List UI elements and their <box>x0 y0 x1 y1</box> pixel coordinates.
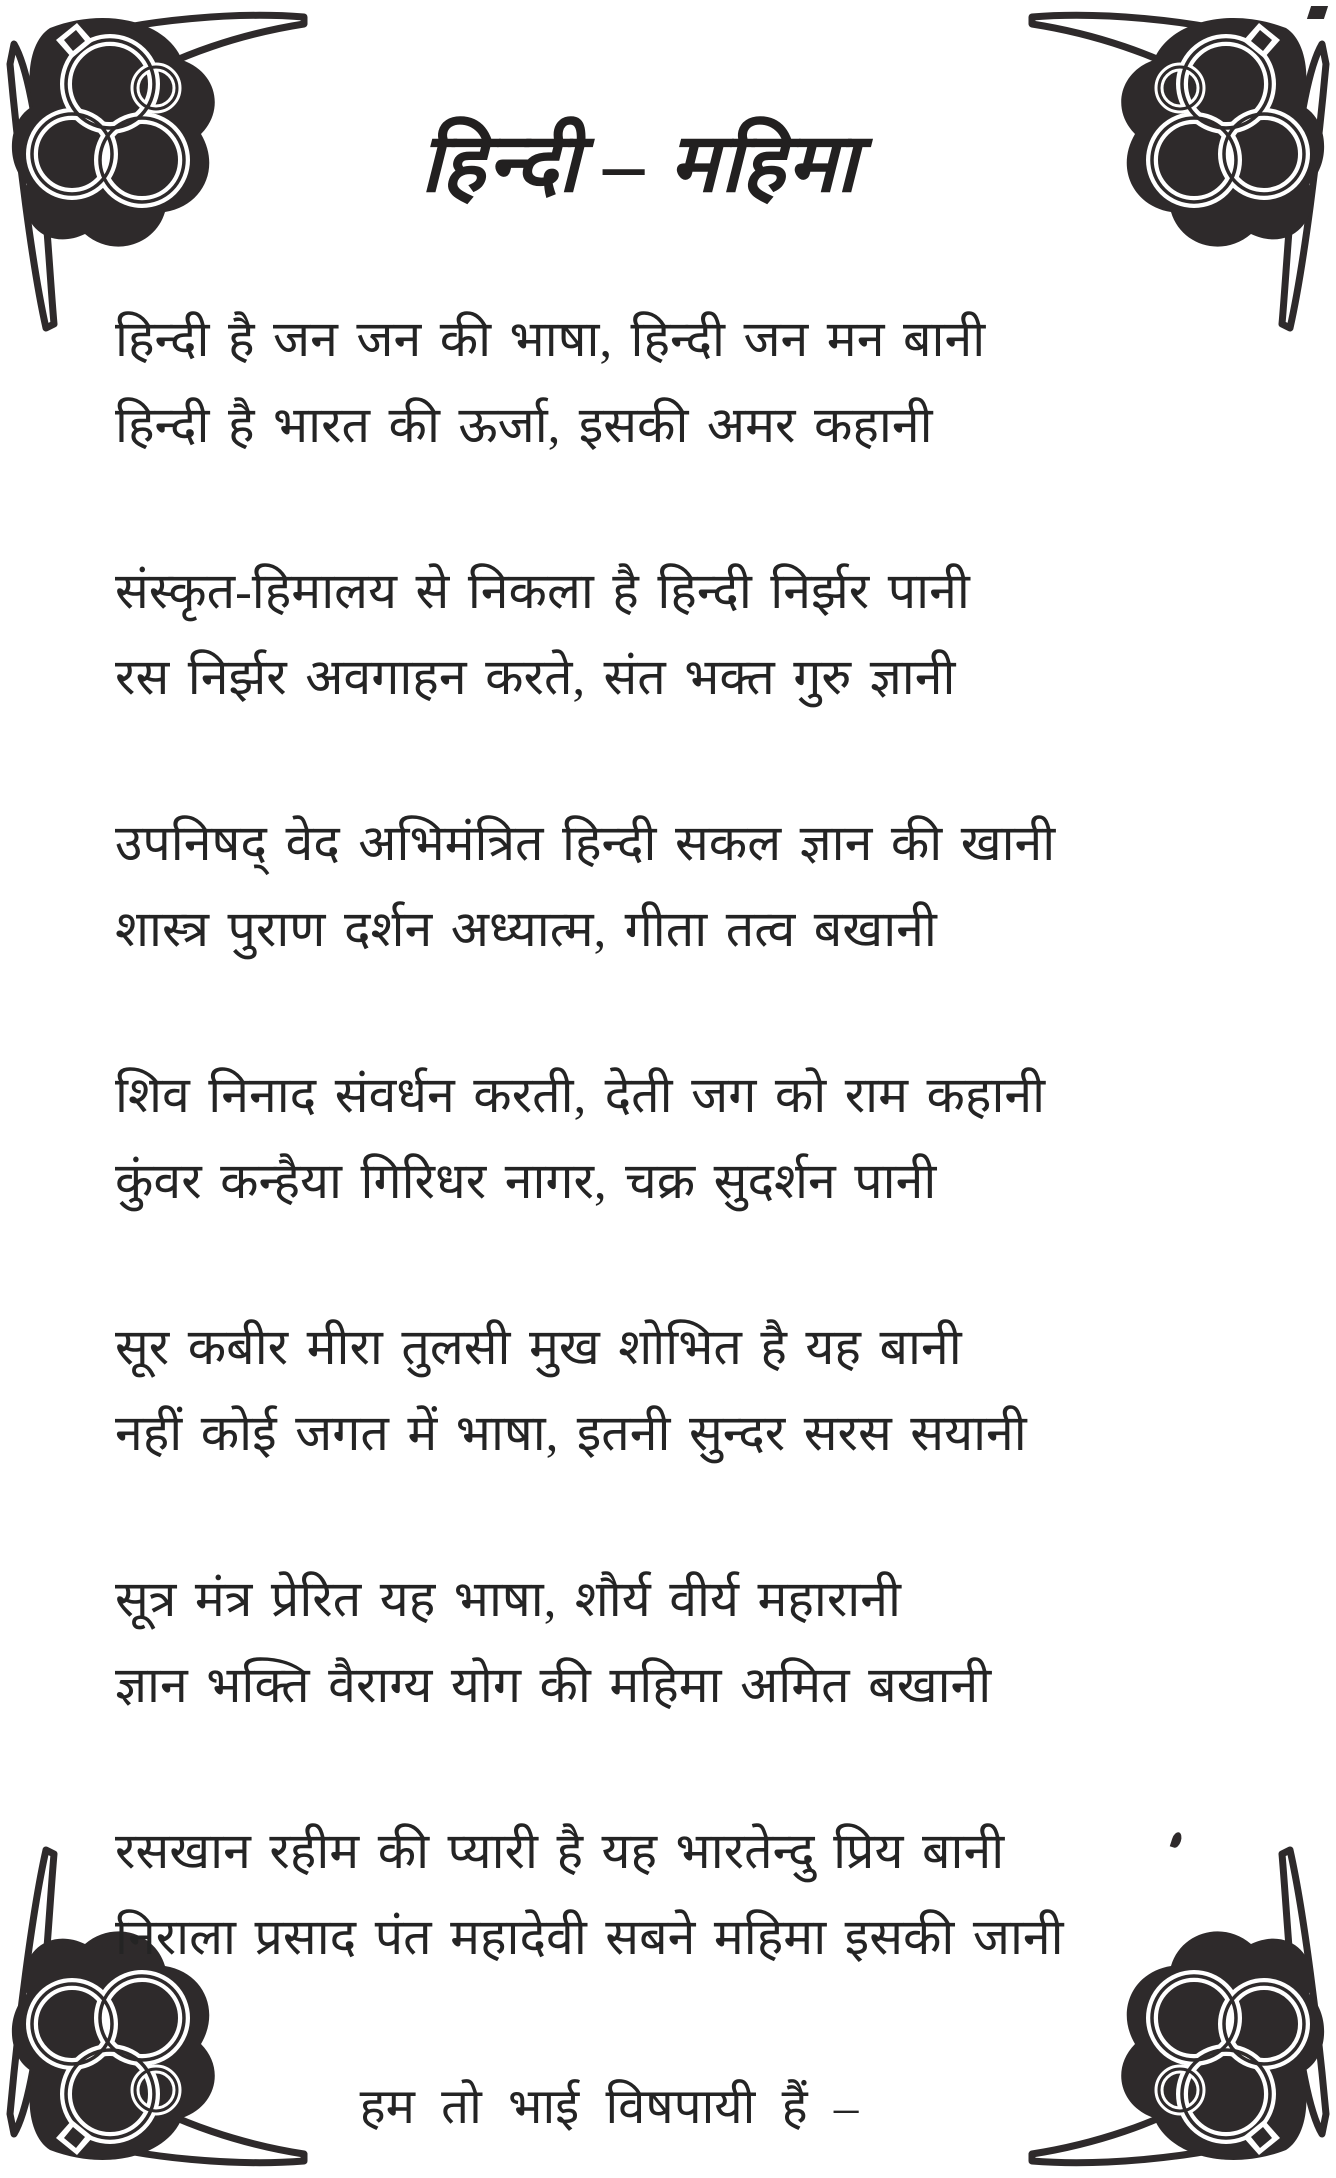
poem-line: संस्कृत-हिमालय से निकला है हिन्दी निर्झर पानी <box>115 563 970 619</box>
poem-line: शास्त्र पुराण दर्शन अध्यात्म, गीता तत्व बखानी <box>115 901 937 957</box>
couplet <box>115 1808 1296 1980</box>
couplet <box>115 548 1296 720</box>
poem-line: कुंवर कन्हैया गिरिधर नागर, चक्र सुदर्शन पानी <box>115 1153 937 1209</box>
poem-line: रस निर्झर अवगाहन करते, संत भक्त गुरु ज्ञानी <box>115 649 956 705</box>
couplet <box>115 1556 1296 1728</box>
couplet <box>115 800 1296 972</box>
poem-line: हिन्दी है जन जन की भाषा, हिन्दी जन मन बानी <box>115 311 986 367</box>
poem-line: सूर कबीर मीरा तुलसी मुख शोभित है यह बानी <box>115 1319 962 1375</box>
poem-line: रसखान रहीम की प्यारी है यह भारतेन्दु प्रिय बानी <box>115 1823 1005 1879</box>
page-title: हिन्दी – महिमा <box>420 118 860 209</box>
poem-line: निराला प्रसाद पंत महादेवी सबने महिमा इसकी जानी <box>115 1909 1064 1965</box>
poem-line: नहीं कोई जगत में भाषा, इतनी सुन्दर सरस सयानी <box>115 1405 1027 1461</box>
poem-line: ज्ञान भक्ति वैराग्य योग की महिमा अमित बखानी <box>115 1657 992 1713</box>
corner-flourish-top-right-icon <box>1027 4 1332 336</box>
poem-line: हिन्दी है भारत की ऊर्जा, इसकी अमर कहानी <box>115 397 933 453</box>
couplet <box>115 1052 1296 1224</box>
couplet <box>115 296 1296 468</box>
couplet <box>115 1304 1296 1476</box>
poem-line: सूत्र मंत्र प्रेरित यह भाषा, शौर्य वीर्य महारानी <box>115 1571 901 1627</box>
poem-body <box>115 296 1296 2060</box>
footer-line: हम तो भाई विषपायी हैं – <box>359 2079 859 2134</box>
corner-flourish-top-left-icon <box>4 4 309 336</box>
poem-line: उपनिषद् वेद अभिमंत्रित हिन्दी सकल ज्ञान की खानी <box>115 815 1056 871</box>
poem-line: शिव निनाद संवर्धन करती, देती जग को राम कहानी <box>115 1067 1046 1123</box>
